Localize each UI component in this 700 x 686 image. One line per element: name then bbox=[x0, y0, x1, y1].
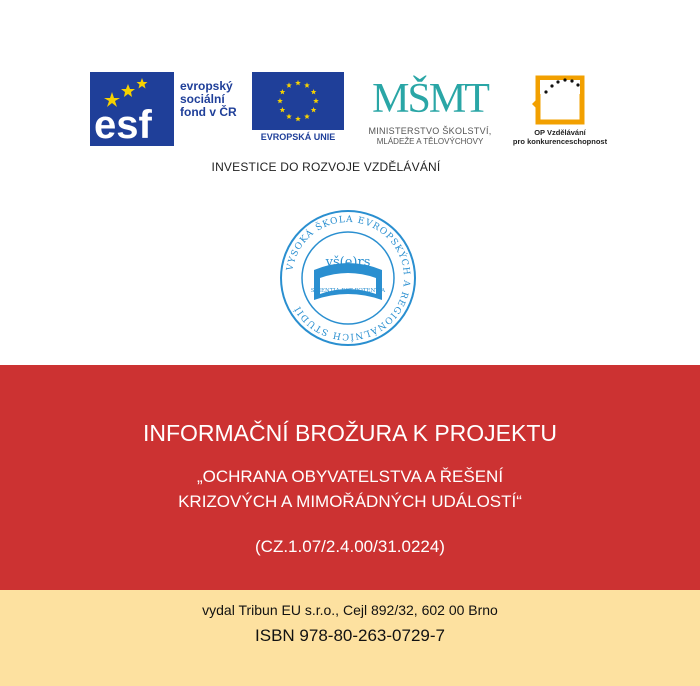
seal-center-text: vš(e)rs bbox=[325, 255, 371, 270]
eu-label: EVROPSKÁ UNIE bbox=[260, 132, 336, 142]
seal-ring-text: VYSOKÁ ŠKOLA EVROPSKÝCH A REGIONÁLNÍCH STUDIÍ bbox=[285, 214, 412, 342]
esf-line2: sociální bbox=[180, 92, 225, 106]
eu-stars-icon bbox=[252, 72, 344, 130]
eu-star bbox=[304, 114, 310, 119]
eu-star bbox=[311, 89, 317, 94]
title-banner bbox=[0, 365, 700, 590]
eu-logo bbox=[252, 72, 344, 147]
vsers-seal bbox=[278, 208, 418, 348]
project-name-line1: „OCHRANA OBYVATELSTVA A ŘEŠENÍ bbox=[196, 467, 504, 486]
eu-star bbox=[295, 116, 301, 121]
op-vzdelavani-logo bbox=[510, 70, 610, 150]
msmt-mark-text: MŠMT bbox=[372, 76, 488, 122]
op-line1: OP Vzdělávání bbox=[534, 128, 586, 137]
op-mark-icon bbox=[510, 70, 610, 126]
project-code: (CZ.1.07/2.4.00/31.0224) bbox=[255, 537, 445, 556]
esf-mark-text: esf bbox=[94, 103, 152, 146]
op-line2: pro konkurenceschopnost bbox=[512, 137, 608, 146]
msmt-line2: MLÁDEŽE A TĚLOVÝCHOVY bbox=[376, 137, 484, 146]
esf-line1: evropský bbox=[180, 79, 233, 93]
msmt-mark-icon bbox=[350, 70, 510, 126]
publisher-info: vydal Tribun EU s.r.o., Cejl 892/32, 602 00 Brno bbox=[202, 602, 498, 618]
eu-star bbox=[280, 107, 286, 112]
tagline-text: INVESTICE DO ROZVOJE VZDĚLÁVÁNÍ bbox=[211, 160, 441, 174]
msmt-logo bbox=[350, 70, 510, 150]
tagline bbox=[0, 160, 700, 174]
eu-star bbox=[286, 114, 292, 119]
esf-text bbox=[180, 80, 237, 119]
eu-star bbox=[286, 82, 292, 87]
eu-star bbox=[304, 82, 310, 87]
op-text bbox=[510, 128, 610, 146]
esf-logo bbox=[90, 72, 245, 147]
esf-logo-mark bbox=[90, 72, 174, 146]
esf-line3: fond v ČR bbox=[180, 105, 237, 119]
eu-star bbox=[277, 98, 283, 103]
eu-star bbox=[311, 107, 317, 112]
brochure-title: INFORMAČNÍ BROŽURA K PROJEKTU bbox=[142, 420, 558, 446]
isbn: ISBN 978-80-263-0729-7 bbox=[255, 626, 445, 645]
msmt-line1: MINISTERSTVO ŠKOLSTVÍ, bbox=[368, 126, 492, 136]
eu-star bbox=[295, 80, 301, 85]
project-name-line2: KRIZOVÝCH A MIMOŘÁDNÝCH UDÁLOSTÍ“ bbox=[178, 492, 522, 511]
seal-motto: SCIENTIA EST POTENTIA bbox=[310, 288, 386, 294]
eu-flag-icon bbox=[252, 72, 344, 130]
esf-stars-icon bbox=[90, 72, 174, 146]
publisher-footer bbox=[0, 590, 700, 686]
eu-star bbox=[313, 98, 319, 103]
seal-icon bbox=[278, 208, 418, 348]
eu-star bbox=[280, 89, 286, 94]
